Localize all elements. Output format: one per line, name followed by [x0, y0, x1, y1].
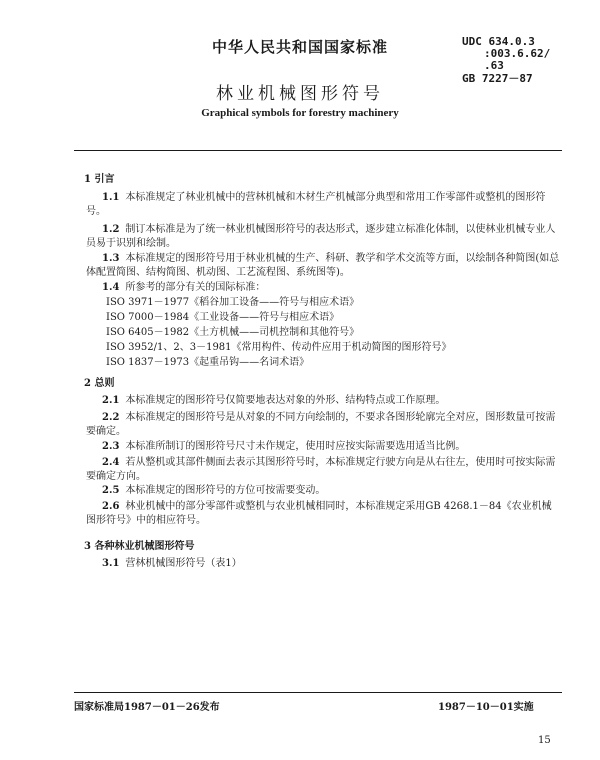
- udc-line: UDC 634.0.3: [462, 35, 535, 48]
- paragraph-text: 本标准规定的图形符号的方位可按需要变动。: [125, 485, 326, 496]
- paragraph-number: 2.6: [102, 501, 120, 512]
- paragraph-text: 本标准所制订的图形符号尺寸未作规定，使用时应按实际需要选用适当比例。: [125, 441, 466, 452]
- paragraph-number: 2.3: [102, 441, 120, 452]
- section-heading: 3 各种林业机械图形符号: [84, 541, 195, 552]
- paragraph-number: 1.4: [102, 282, 120, 293]
- paragraph-text: 本标准规定的图形符号用于林业机械的生产、科研、教学和学术交流等方面，以绘制各种简图(如总体配置简图、结构简图、机动图、工艺流程图、系统图等)。: [86, 253, 560, 278]
- page-number: 15: [538, 735, 551, 746]
- paragraph-text: 林业机械中的部分零部件或整机与农业机械相同时，本标准规定采用GB 4268.1－84《农业机械图形符号》中的相应符号。: [86, 501, 552, 526]
- paragraph-text: 所参考的部分有关的国际标准：: [125, 282, 266, 293]
- paragraph: [86, 191, 560, 219]
- paragraph-number: 2.5: [102, 485, 120, 496]
- paragraph-text: 本标准规定的图形符号仅简要地表达对象的外形、结构特点或工作原理。: [125, 395, 446, 406]
- paragraph-text: 若从整机或其部件侧面去表示其图形符号时，本标准规定行驶方向是从右往左，使用时可按实际需要确定方向。: [86, 457, 556, 482]
- iso-reference: ISO 3971－1977《稻谷加工设备——符号与相应术语》: [106, 297, 360, 308]
- paragraph-text: 本标准规定的图形符号是从对象的不同方向绘制的，不要求各图形轮廓完全对应，图形数量可按需要确定。: [86, 412, 556, 437]
- section-heading: 1 引言: [84, 174, 115, 185]
- paragraph-number: 1.2: [102, 224, 120, 235]
- paragraph: [102, 281, 560, 295]
- iso-reference: ISO 6405－1982《土方机械——司机控制和其他符号》: [106, 327, 360, 338]
- paragraph-number: 2.2: [102, 412, 120, 423]
- paragraph: [86, 252, 560, 280]
- iso-reference: ISO 7000－1984《工业设备——符号与相应术语》: [106, 312, 340, 323]
- paragraph-number: 3.1: [102, 558, 120, 569]
- section-heading: 2 总则: [84, 378, 115, 389]
- issue-date: 国家标准局1987－01－26发布: [74, 702, 220, 713]
- standard-header-title: 中华人民共和国国家标准: [211, 38, 388, 56]
- footer-rule: [74, 692, 562, 693]
- paragraph: [86, 411, 560, 439]
- paragraph-number: 2.4: [102, 457, 120, 468]
- paragraph-number: 1.3: [102, 253, 120, 264]
- header-rule: [74, 150, 562, 151]
- paragraph: [86, 500, 560, 528]
- document-title-english: Graphical symbols for forestry machinery: [201, 107, 399, 119]
- paragraph: [102, 394, 560, 408]
- iso-reference: ISO 3952/1、2、3－1981《常用构件、传动件应用于机动简图的图形符号》: [106, 342, 452, 353]
- iso-reference-list: [106, 295, 452, 370]
- paragraph: [86, 223, 560, 251]
- paragraph: [102, 440, 560, 454]
- iso-reference: ISO 1837－1973《起重吊钩——名词术语》: [106, 357, 310, 368]
- paragraph-number: 2.1: [102, 395, 120, 406]
- paragraph-text: 营林机械图形符号（表1）: [125, 558, 242, 569]
- paragraph-text: 制订本标准是为了统一林业机械图形符号的表达形式，逐步建立标准化体制，以使林业机械专业人员易于识别和绘制。: [86, 224, 556, 249]
- gb-number: GB 7227－87: [462, 72, 533, 85]
- effective-date: 1987－10－01实施: [438, 702, 534, 713]
- udc-line: :003.6.62/: [484, 47, 551, 60]
- paragraph: [102, 484, 560, 498]
- udc-code: [462, 36, 550, 72]
- paragraph: [102, 557, 560, 571]
- paragraph-text: 本标准规定了林业机械中的营林机械和木材生产机械部分典型和常用工作零部件或整机的图形符号。: [86, 192, 546, 217]
- paragraph: [86, 456, 560, 484]
- paragraph-number: 1.1: [102, 192, 120, 203]
- udc-line: .63: [484, 59, 504, 72]
- document-title-chinese: 林业机械图形符号: [216, 84, 384, 104]
